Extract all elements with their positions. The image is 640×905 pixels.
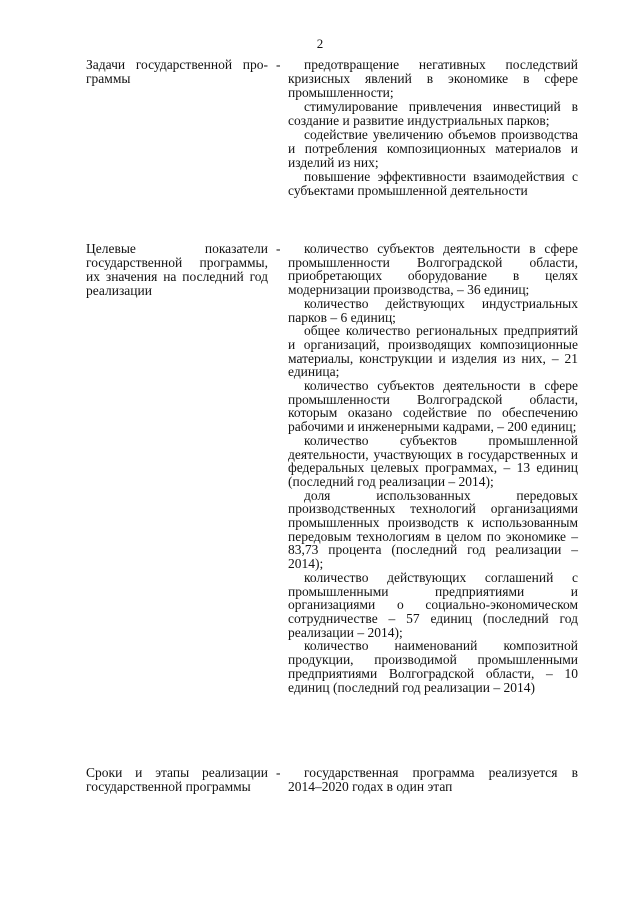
page-number: 2 (316, 36, 324, 51)
list-item: количество субъектов деятельности в сфере промышленности Волгоградской области, которым оказано содействие по обеспечению рабочими и инженерными кадрами, – 200 единиц; (288, 378, 578, 435)
list-item: количество субъектов промышленной деятельности, участвующих в государственных и федеральных целевых программах, – 13 единиц (последний год реализации – 2014); (288, 432, 578, 489)
list-item: общее количество региональных предприятий и организаций, производящих композиционные материалы, конструкции и изделия из них, – 21 единица; (288, 323, 578, 380)
section-content (288, 766, 578, 794)
list-item: предотвращение негативных последствий кризисных явлений в экономике в сфере промышленности; (288, 57, 578, 100)
list-item: количество субъектов деятельности в сфере промышленности Волгоградской области, приобретающих оборудование в целях модернизации производства, – 36 единиц; (288, 241, 578, 298)
section-label: Задачи государственной про-граммы (86, 57, 268, 86)
list-item: стимулирование привлечения инвестиций в создание и развитие индустриальных парков; (288, 99, 578, 128)
list-item: количество действующих соглашений с промышленными предприятиями и организациями о социально-экономическом сотрудничестве – 57 единиц (последний год реализации – 2014); (288, 569, 578, 640)
list-item: количество действующих индустриальных парков – 6 единиц; (288, 295, 578, 325)
list-item: повышение эффективности взаимодействия с субъектами промышленной деятельности (288, 169, 578, 198)
section-content (288, 58, 578, 198)
list-item: государственная программа реализуется в 2014–2020 годах в один этап (288, 765, 578, 794)
list-item: содействие увеличению объемов производства и потребления композиционных материалов и изделий из них; (288, 127, 578, 170)
section-content (288, 242, 578, 694)
list-item: доля использованных передовых производственных технологий организациями промышленных производств к использованным передовым технологиям в целом по экономике – 83,73 процента (последний год реализации – 2014); (288, 487, 578, 572)
section-dash: - (276, 57, 281, 72)
section-label: Целевые показатели государственной программы, их значения на последний год реализации (86, 241, 268, 298)
list-item: количество наименований композитной продукции, производимой промышленными предприятиями Волгоградской области, – 10 единиц (последний год реализации – 2014) (288, 638, 578, 695)
section-dash: - (276, 765, 281, 780)
section-label: Сроки и этапы реализации государственной программы (86, 765, 268, 794)
section-dash: - (276, 241, 281, 256)
